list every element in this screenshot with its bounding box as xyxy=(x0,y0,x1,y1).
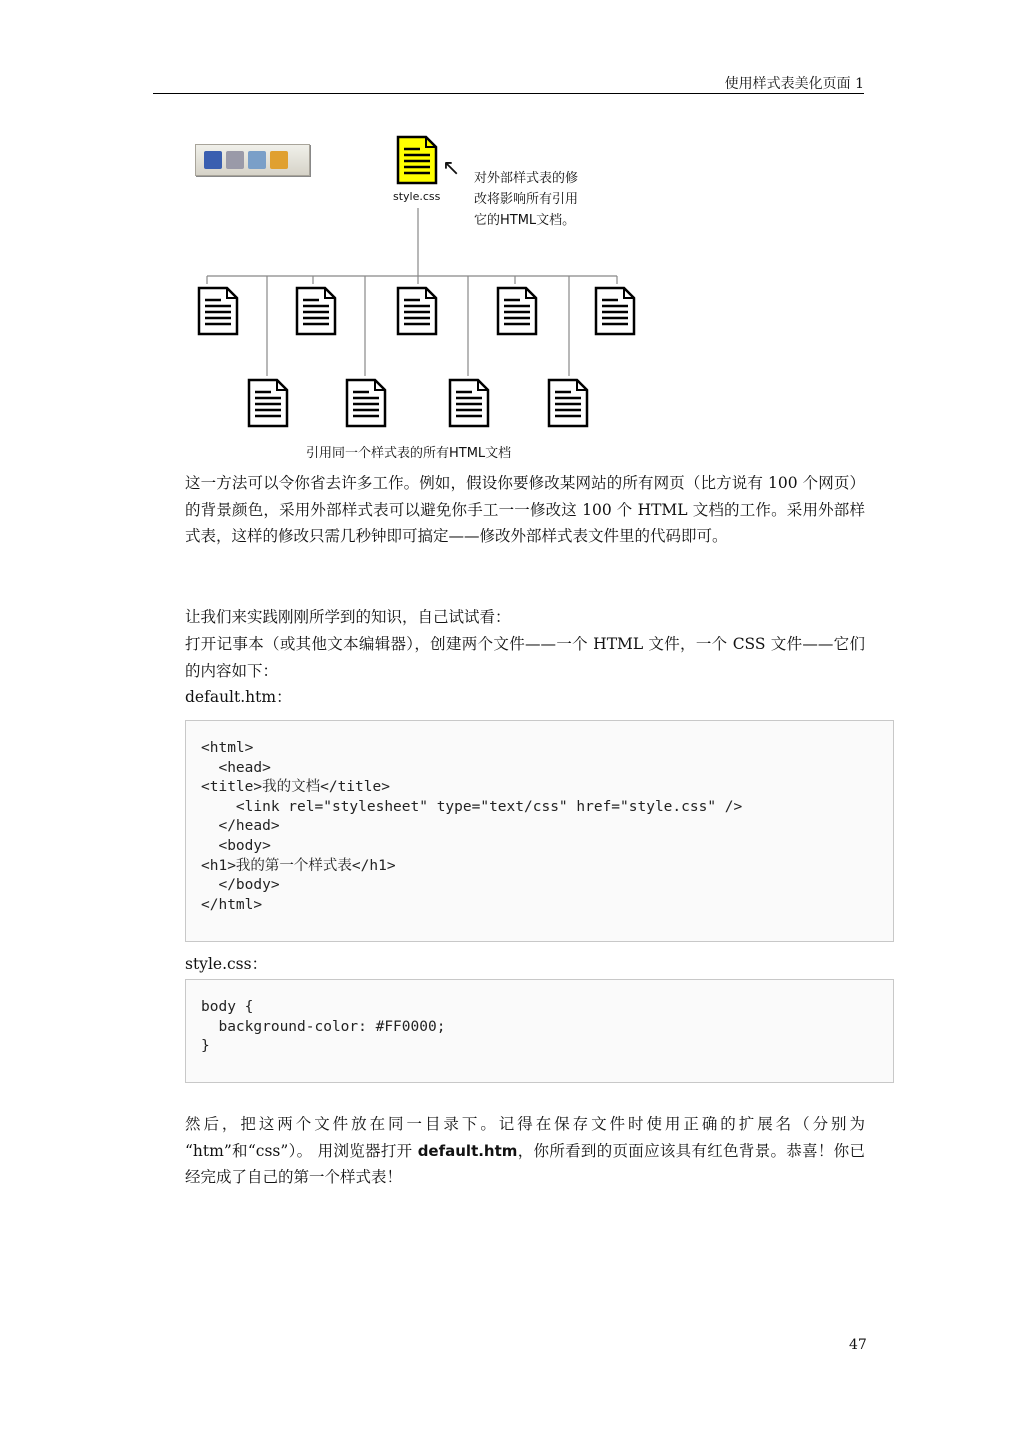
paragraph-try-it: 让我们来实践刚刚所学到的知识，自己试试看： xyxy=(185,608,511,626)
closing-text-2: ，你所看到的页面应该具有红色背景。恭喜！你已经完成了自己的第一个样式表！ xyxy=(185,1141,865,1186)
code-block-css xyxy=(185,979,894,1083)
code-css: body { background-color: #FF0000; } xyxy=(201,999,446,1055)
running-header xyxy=(153,71,864,94)
page-number: 47 xyxy=(849,1337,867,1353)
callout-text xyxy=(474,168,614,231)
html-document-icon xyxy=(596,288,634,334)
html-document-icon xyxy=(347,380,385,426)
running-header-title: 使用样式表美化页面 1 xyxy=(724,76,864,92)
paragraph-closing xyxy=(185,1111,865,1191)
closing-text-1: 然后，把这两个文件放在同一目录下。记得在保存文件时使用正确的扩展名（分别为 “htm”和“css”）。 用浏览器打开 xyxy=(185,1115,865,1160)
html-document-icon xyxy=(498,288,536,334)
diagram-caption: 引用同一个样式表的所有HTML文档 xyxy=(306,446,512,461)
stylesheet-diagram xyxy=(190,130,660,465)
file-label-style-css: style.css： xyxy=(185,955,268,973)
paragraph-instructions: 打开记事本（或其他文本编辑器），创建两个文件——一个 HTML 文件，一个 CSS 文件——它们的内容如下： xyxy=(185,635,865,680)
html-document-icon xyxy=(398,288,436,334)
html-document-icon xyxy=(199,288,237,334)
stylesheet-label: style.css xyxy=(393,190,441,203)
html-document-icon xyxy=(549,380,587,426)
code-html: <html> <head> <title>我的文档</title> <link rel="stylesheet" type="text/css" href="style.css" /> </head> <body> <h1>我的第一个样式表</h1> </body> </html> xyxy=(201,740,743,913)
callout-line: 对外部样式表的修 xyxy=(474,171,579,186)
html-document-icon xyxy=(297,288,335,334)
callout-line: 它的HTML文档。 xyxy=(474,213,576,228)
closing-filename: default.htm xyxy=(417,1141,518,1160)
callout-line: 改将影响所有引用 xyxy=(474,192,579,207)
code-block-html xyxy=(185,720,894,942)
stylesheet-document-icon xyxy=(398,137,436,183)
file-label-default-htm: default.htm： xyxy=(185,688,292,706)
callout-arrow-icon: ↖ xyxy=(442,156,461,181)
html-document-icon xyxy=(249,380,287,426)
html-document-icon xyxy=(450,380,488,426)
paragraph-intro: 这一方法可以令你省去许多工作。例如，假设你要修改某网站的所有网页（比方说有 100 个网页）的背景颜色，采用外部样式表可以避免你手工一一修改这 100 个 HTML 文档的工作。采用外部样式表，这样的修改只需几秒钟即可搞定——修改外部样式表文件里的代码即可。 xyxy=(185,474,865,545)
